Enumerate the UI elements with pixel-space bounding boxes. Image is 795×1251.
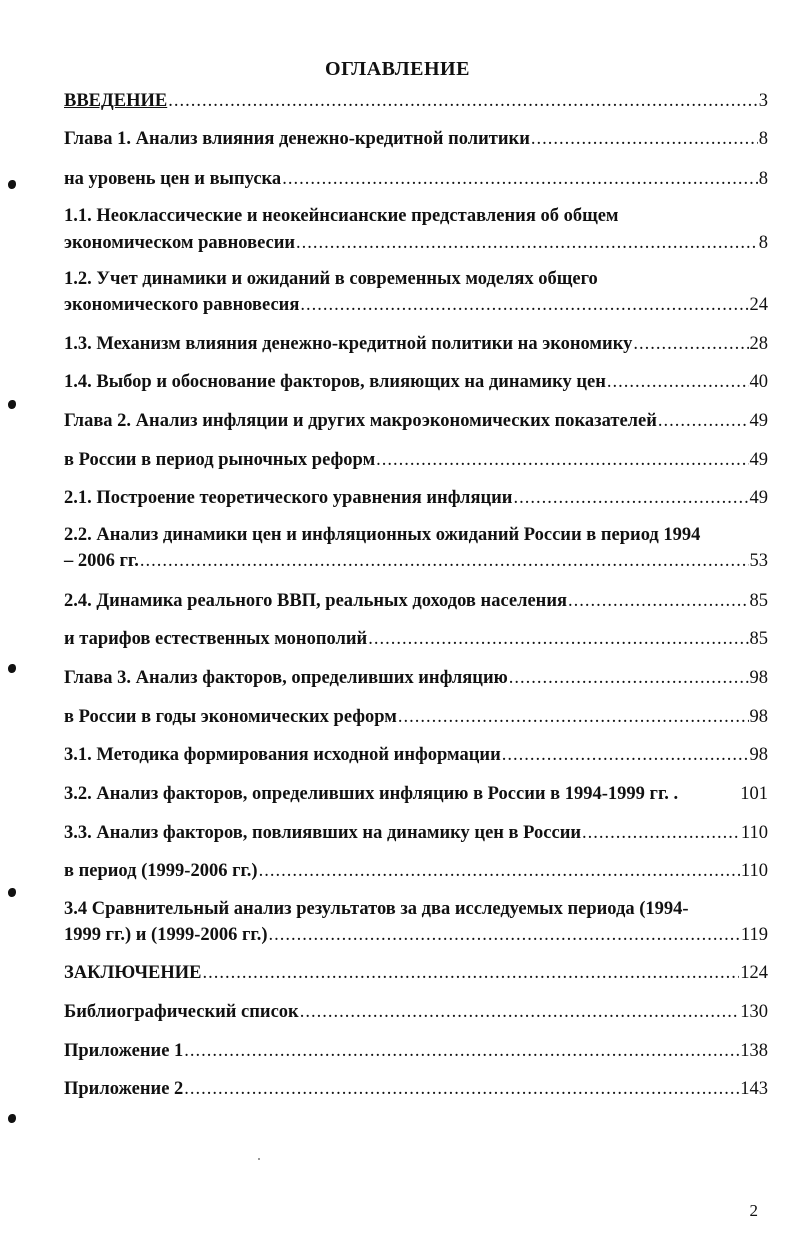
toc-entry-page: 98 (749, 668, 768, 688)
toc-entry-3-2 (64, 783, 768, 805)
binding-hole-mark (8, 180, 16, 189)
toc-entry-3-3-cont (64, 860, 768, 882)
binding-hole-mark (8, 888, 16, 897)
toc-entry-page: 98 (749, 745, 768, 765)
toc-entry-label: 2.1. Построение теоретического уравнения инфляции (64, 488, 513, 508)
toc-leader-dots (582, 822, 740, 844)
toc-entry-appendix-1 (64, 1040, 768, 1062)
toc-entry-chapter-2 (64, 410, 768, 432)
toc-leader-dots (398, 706, 749, 728)
toc-entry-label: 3.3. Анализ факторов, повлиявших на динамику цен в России (64, 823, 582, 843)
toc-entry-page: 8 (758, 169, 768, 189)
toc-entry-page: 110 (740, 823, 768, 843)
toc-leader-dots (568, 590, 748, 612)
toc-leader-dots (376, 449, 748, 471)
toc-entry-label: 1999 гг.) и (1999-2006 гг.) (64, 925, 268, 945)
toc-leader-dots (607, 371, 749, 393)
toc-entry-page: 85 (749, 629, 768, 649)
toc-leader-dots (168, 90, 758, 112)
toc-entry-2-2 (64, 550, 768, 572)
binding-hole-mark (8, 400, 16, 409)
toc-leader-dots (259, 860, 740, 882)
toc-entry-conclusion (64, 962, 768, 984)
toc-entry-1-1 (64, 232, 768, 254)
toc-entry-introduction (64, 90, 768, 112)
toc-entry-label: экономическом равновесии (64, 233, 296, 253)
toc-entry-page: 3 (758, 91, 768, 111)
toc-entry-chapter-1 (64, 128, 768, 150)
toc-entry-label: 3.2. Анализ факторов, определивших инфляцию в России в 1994-1999 гг. . (64, 784, 679, 804)
toc-entry-page: 138 (740, 1041, 768, 1061)
toc-leader-dots (140, 550, 749, 572)
toc-entry-chapter-3-cont (64, 706, 768, 728)
toc-leader-dots (300, 294, 748, 316)
toc-entry-3-4-line1: 3.4 Сравнительный анализ результатов за два исследуемых периода (1994- (64, 899, 689, 919)
toc-entry-chapter-3 (64, 667, 768, 689)
toc-leader-dots (502, 744, 749, 766)
toc-entry-3-4 (64, 924, 768, 946)
toc-leader-dots (203, 962, 740, 984)
toc-leader-dots (513, 487, 748, 509)
toc-entry-label: ЗАКЛЮЧЕНИЕ (64, 963, 202, 983)
page-number: 2 (749, 1201, 758, 1220)
toc-entry-1-3 (64, 333, 768, 355)
toc-leader-dots (184, 1040, 739, 1062)
toc-entry-page: 119 (740, 925, 768, 945)
toc-entry-page: 8 (758, 233, 768, 253)
toc-entry-label: 1.3. Механизм влияния денежно-кредитной политики на экономику (64, 334, 633, 354)
toc-entry-page: 110 (740, 861, 768, 881)
toc-entry-page: 49 (749, 450, 768, 470)
toc-leader-dots (282, 168, 758, 190)
toc-leader-dots (300, 1001, 740, 1023)
toc-entry-label: в России в период рыночных реформ (64, 450, 376, 470)
toc-entry-appendix-2 (64, 1078, 768, 1100)
toc-entry-label: и тарифов естественных монополий (64, 629, 368, 649)
toc-entry-label: 1.4. Выбор и обоснование факторов, влияющих на динамику цен (64, 372, 606, 392)
toc-leader-dots (268, 924, 739, 946)
toc-leader-dots (296, 232, 758, 254)
toc-entry-label: экономического равновесия (64, 295, 300, 315)
toc-entry-2-1 (64, 487, 768, 509)
scan-speck (258, 1158, 260, 1160)
toc-entry-label: ВВЕДЕНИЕ (64, 91, 168, 111)
toc-entry-3-3 (64, 822, 768, 844)
toc-leader-dots (509, 667, 749, 689)
toc-entry-page: 49 (749, 411, 768, 431)
toc-entry-page: 53 (749, 551, 768, 571)
toc-entry-page: 101 (740, 784, 768, 804)
toc-entry-label: Глава 2. Анализ инфляции и других макроэкономических показателей (64, 411, 657, 431)
toc-entry-1-2 (64, 294, 768, 316)
toc-entry-bibliography (64, 1001, 768, 1023)
toc-entry-page: 8 (758, 129, 768, 149)
toc-entry-2-4 (64, 590, 768, 612)
toc-leader-dots (633, 333, 748, 355)
toc-entry-label: Приложение 2 (64, 1079, 184, 1099)
binding-hole-mark (8, 664, 16, 673)
toc-entry-page: 143 (740, 1079, 768, 1099)
toc-entry-chapter-2-cont (64, 449, 768, 471)
toc-entry-page: 40 (749, 372, 768, 392)
toc-entry-label: 2.4. Динамика реального ВВП, реальных доходов населения (64, 591, 568, 611)
toc-entry-label: – 2006 гг. (64, 551, 139, 571)
toc-entry-label: в период (1999-2006 гг.) (64, 861, 258, 881)
toc-entry-page: 24 (749, 295, 768, 315)
toc-entry-page: 98 (749, 707, 768, 727)
toc-entry-1-4 (64, 371, 768, 393)
toc-entry-page: 85 (749, 591, 768, 611)
toc-entry-label: Глава 1. Анализ влияния денежно-кредитной политики (64, 129, 530, 149)
toc-entry-page: 124 (740, 963, 768, 983)
toc-entry-1-2-line1: 1.2. Учет динамики и ожиданий в современных моделях общего (64, 269, 598, 289)
toc-entry-2-4-cont (64, 628, 768, 650)
toc-entry-page: 49 (749, 488, 768, 508)
toc-entry-2-2-line1: 2.2. Анализ динамики цен и инфляционных ожиданий России в период 1994 (64, 525, 701, 545)
toc-leader-dots (658, 410, 749, 432)
binding-hole-mark (8, 1114, 16, 1123)
toc-entry-label: на уровень цен и выпуска (64, 169, 282, 189)
toc-entry-page: 130 (740, 1002, 768, 1022)
toc-leader-dots (184, 1078, 739, 1100)
toc-title: ОГЛАВЛЕНИЕ (325, 58, 470, 80)
toc-entry-page: 28 (749, 334, 768, 354)
toc-entry-label: Приложение 1 (64, 1041, 184, 1061)
toc-entry-1-1-line1: 1.1. Неоклассические и неокейнсианские представления об общем (64, 206, 619, 226)
toc-entry-label: Библиографический список (64, 1002, 299, 1022)
toc-leader-dots (531, 128, 758, 150)
toc-entry-label: в России в годы экономических реформ (64, 707, 397, 727)
toc-leader-dots (368, 628, 748, 650)
toc-entry-label: Глава 3. Анализ факторов, определивших инфляцию (64, 668, 508, 688)
toc-entry-label: 3.1. Методика формирования исходной информации (64, 745, 501, 765)
toc-entry-3-1 (64, 744, 768, 766)
toc-entry-chapter-1-cont (64, 168, 768, 190)
